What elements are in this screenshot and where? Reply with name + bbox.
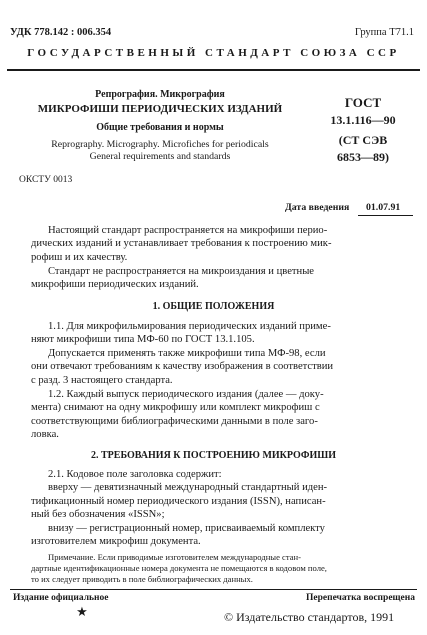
date-value: 01.07.91 — [366, 202, 401, 213]
section-1-heading: 1. ОБЩИЕ ПОЛОЖЕНИЯ — [152, 301, 275, 312]
note-line: то их следует приводить в поле библиографических данных. — [31, 574, 253, 584]
okstu-code: ОКСТУ 0013 — [19, 175, 73, 185]
document-title: МИКРОФИШИ ПЕРИОДИЧЕСКИХ ИЗДАНИЙ — [37, 103, 283, 115]
intro-p1-line: рофиш и их качеству. — [31, 251, 128, 263]
st-sev-label: (СТ СЭВ — [338, 133, 388, 147]
note-line: дартные идентификационные номера документа не помещаются в кодовом поле, — [31, 563, 327, 573]
udc-code: УДК 778.142 : 006.354 — [10, 27, 112, 38]
header-divider — [7, 69, 420, 71]
document-subtitle: Общие требования и нормы — [96, 122, 224, 133]
s2-p1-line: изготовителем микрофиш документа. — [31, 536, 201, 548]
st-sev-number: 6853—89) — [337, 150, 389, 164]
s1-p1-line: 1.1. Для микрофильмирования периодических изданий приме- — [48, 321, 331, 332]
s1-p1-line: они отвечают требованиям к качеству изображения в соответствии — [31, 361, 334, 373]
gost-label: ГОСТ — [344, 95, 382, 110]
s2-p1-line: ный без обозначения «ISSN»; — [31, 509, 165, 521]
intro-p1-line: дических изданий и устанавливает требования к построению мик- — [31, 238, 332, 250]
date-underline — [358, 215, 413, 216]
s1-p2-line: 1.2. Каждый выпуск периодического издания (далее — доку- — [48, 389, 324, 400]
s1-p2-line: мента) снимают на одну микрофишу или комплект микрофиш с — [31, 402, 320, 414]
s2-p1-line: внизу — регистрационный номер, присваиваемый комплекту — [48, 522, 325, 534]
note-line: Примечание. Если приводимые изготовителем международные стан- — [48, 552, 301, 562]
intro-p2-line: Стандарт не распространяется на микроиздания и цветные — [48, 266, 315, 277]
english-title-line2: General requirements and standards — [89, 151, 231, 162]
s1-p1-line: няют микрофиши типа МФ-60 по ГОСТ 13.1.105. — [31, 334, 255, 346]
s2-p1-line: тификационный номер периодического издания (ISSN), написан- — [31, 495, 326, 507]
section-1-paragraph-1 — [31, 320, 403, 387]
s1-p2-line: соответствующими библиографическими данными в поле заго- — [31, 415, 318, 427]
official-edition-label: Издание официальное — [13, 593, 109, 603]
date-label: Дата введения — [285, 202, 350, 213]
s1-p2-line: ловка. — [31, 429, 59, 441]
group-code: Группа Т71.1 — [354, 27, 414, 38]
intro-p2-line: микрофиши периодических изданий. — [31, 279, 199, 291]
section-2-note — [31, 552, 403, 585]
intro-paragraph-1 — [31, 224, 403, 264]
star-icon: ★ — [76, 604, 88, 619]
section-1-paragraph-2 — [31, 388, 403, 442]
intro-p1-line: Настоящий стандарт распространяется на микрофиши перио- — [48, 225, 328, 236]
section-2-paragraph-1 — [31, 468, 403, 548]
standard-banner: ГОСУДАРСТВЕННЫЙ СТАНДАРТ СОЮЗА ССР — [27, 47, 400, 59]
copyright-line: © Издательство стандартов, 1991 — [224, 610, 395, 624]
s2-p1-line: 2.1. Кодовое поле заголовка содержит: — [48, 469, 222, 480]
intro-paragraph-2 — [31, 265, 403, 292]
reprint-prohibited-label: Перепечатка воспрещена — [305, 593, 415, 603]
s1-p1-line: Допускается применять также микрофиши типа МФ-98, если — [48, 347, 326, 359]
category-line: Репрография. Микрография — [95, 89, 225, 100]
footer-divider — [10, 589, 417, 590]
s1-p1-line: с разд. 3 настоящего стандарта. — [31, 374, 173, 386]
s2-p1-line: вверху — девятизначный международный стандартный иден- — [48, 482, 328, 494]
section-2-heading: 2. ТРЕБОВАНИЯ К ПОСТРОЕНИЮ МИКРОФИШИ — [91, 450, 336, 461]
english-title-line1: Reprography. Micrography. Microfiches for periodicals — [51, 139, 269, 150]
gost-number: 13.1.116—90 — [330, 113, 396, 127]
